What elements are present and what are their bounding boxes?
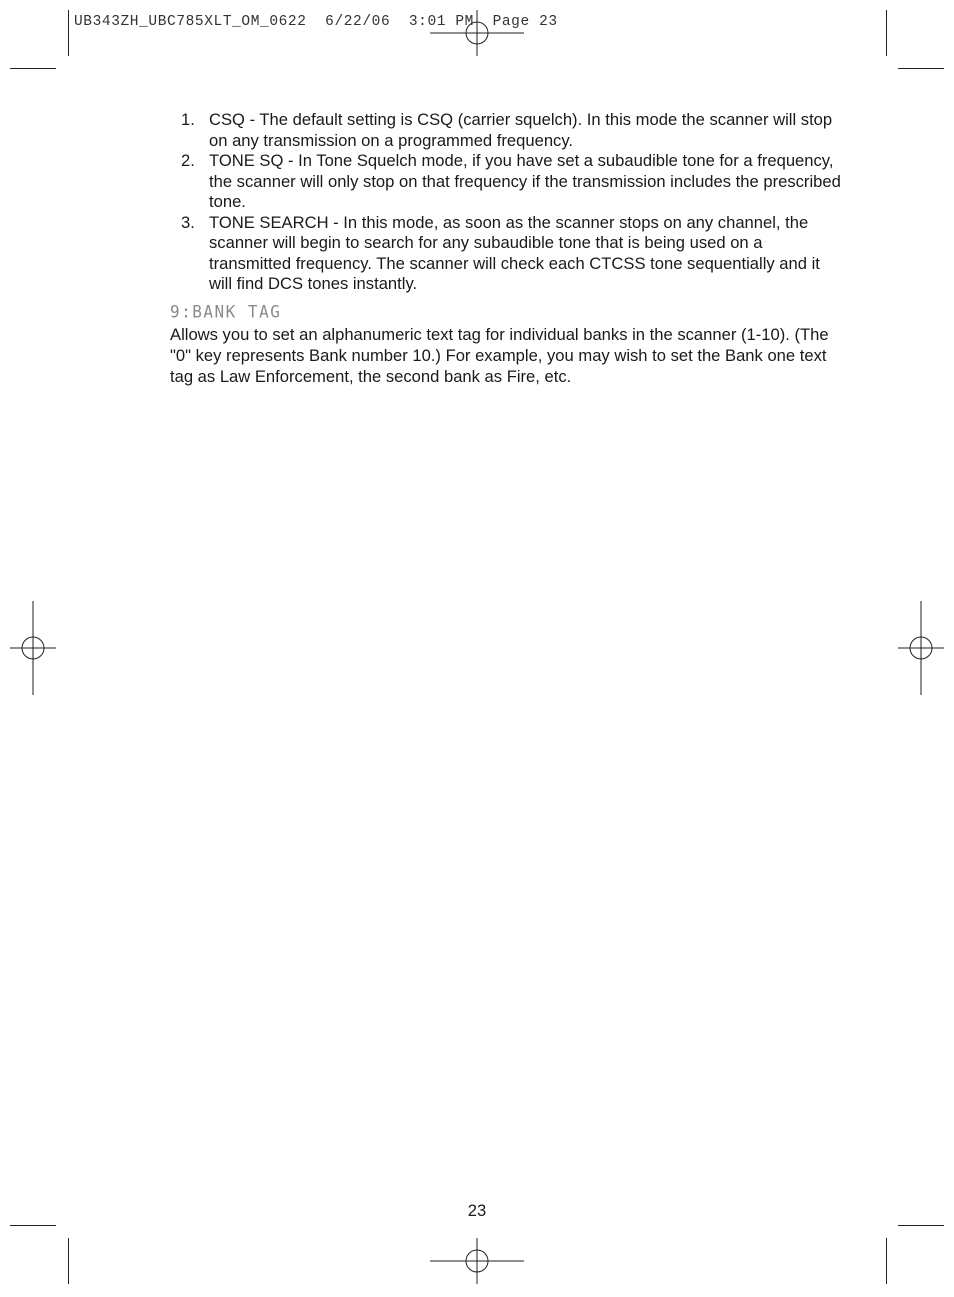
list-item-number: 3. [181, 212, 195, 232]
registration-mark-right [898, 601, 944, 695]
registration-mark-left [10, 601, 56, 695]
list-item [170, 110, 842, 151]
mode-list [170, 110, 842, 295]
list-item-text: TONE SQ - In Tone Squelch mode, if you have set a subaudible tone for a frequency, the scanner will only stop on that frequency if the transmission includes the prescribed tone. [209, 151, 841, 211]
page-content [170, 110, 842, 387]
page-number: 23 [467, 1201, 487, 1220]
list-item [170, 151, 842, 213]
list-item-number: 1. [181, 110, 195, 129]
list-item-text: TONE SEARCH - In this mode, as soon as the scanner stops on any channel, the scanner will begin to search for any subaudible tone that is being used on a transmitted frequency. The scanner will check each CTCSS tone sequentially and it will find DCS tones instantly. [209, 212, 820, 293]
section-body: Allows you to set an alphanumeric text tag for individual banks in the scanner (1-10). (The "0" key represents Bank number 10.) For example, you may wish to set the Bank one text tag as Law Enforcement, the second bank as Fire, etc. [170, 324, 829, 386]
registration-mark-bottom [430, 1238, 524, 1284]
section-heading-bank-tag: 9:BANK TAG [170, 301, 282, 322]
registration-mark-top [430, 10, 524, 56]
list-item-number: 2. [181, 151, 195, 170]
list-item [170, 213, 842, 295]
print-slug-line: UB343ZH_UBC785XLT_OM_0622 6/22/06 3:01 PM Page 23 [74, 14, 558, 30]
list-item-text: CSQ - The default setting is CSQ (carrier squelch). In this mode the scanner will stop on any transmission on a programmed frequency. [209, 110, 833, 150]
